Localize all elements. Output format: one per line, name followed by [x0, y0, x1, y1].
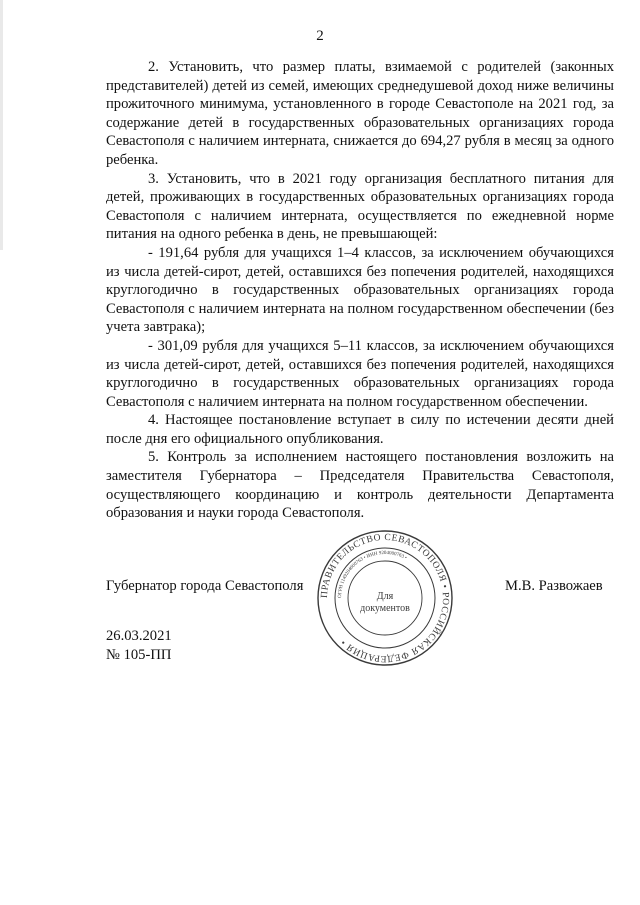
signer-title: Губернатор города Севастополя	[106, 578, 304, 594]
official-seal	[315, 528, 455, 668]
page-number: 2	[316, 28, 324, 44]
paragraph-3-item-1: - 191,64 рубля для учащихся 1–4 классов, за исключением обучающихся из числа детей-сирот, детей, оставшихся без попечения родителей, находящихся круглогодично в государственных образовательных организациях города Севастополя с наличием интерната на полном государственном обеспечении (без учета завтрака);	[106, 244, 614, 336]
signer-name: М.В. Развожаев	[505, 578, 603, 594]
paragraph-5: 5. Контроль за исполнением настоящего постановления возложить на заместителя Губернатора – Председателя Правительства Севастополя, осуществляющего координацию и контроль деятельности Департамента образования и науки города Севастополя.	[106, 449, 614, 522]
paragraph-2: 2. Установить, что размер платы, взимаемой с родителей (законных представителей) детей из семей, имеющих среднедушевой доход ниже величины прожиточного минимума, установленного в городе Севастополе на 2021 год, за содержание детей в государственных образовательных организациях города Севастополя с наличием интерната, снижается до 694,27 рубля в месяц за одного ребенка.	[106, 59, 614, 168]
paragraph-4: 4. Настоящее постановление вступает в силу по истечении десяти дней после дня его официального опубликования.	[106, 412, 614, 447]
seal-outer-text: ПРАВИТЕЛЬСТВО СЕВАСТОПОЛЯ • РОССИЙСКАЯ ФЕДЕРАЦИЯ •	[319, 532, 451, 664]
seal-inner-text: ОГРН 1149204000763 • ИНН 9204000763 •	[337, 550, 408, 599]
seal-center-line-2: документов	[360, 603, 410, 614]
document-number: № 105-ПП	[106, 647, 172, 663]
paragraph-3: 3. Установить, что в 2021 году организация бесплатного питания для детей, проживающих в государственных образовательных организациях города Севастополя с наличием интерната, осуществляется по ежедневной норме питания на одного ребенка в день, не превышающей:	[106, 170, 614, 243]
seal-center-line-1: Для	[376, 591, 394, 602]
paragraph-3-item-2: - 301,09 рубля для учащихся 5–11 классов, за исключением обучающихся из числа детей-сирот, детей, оставшихся без попечения родителей, находящихся круглогодично в государственных образовательных организациях города Севастополя с наличием интерната на полном государственном обеспечении.	[106, 337, 614, 410]
document-date: 26.03.2021	[106, 628, 172, 644]
document-body	[106, 58, 614, 523]
